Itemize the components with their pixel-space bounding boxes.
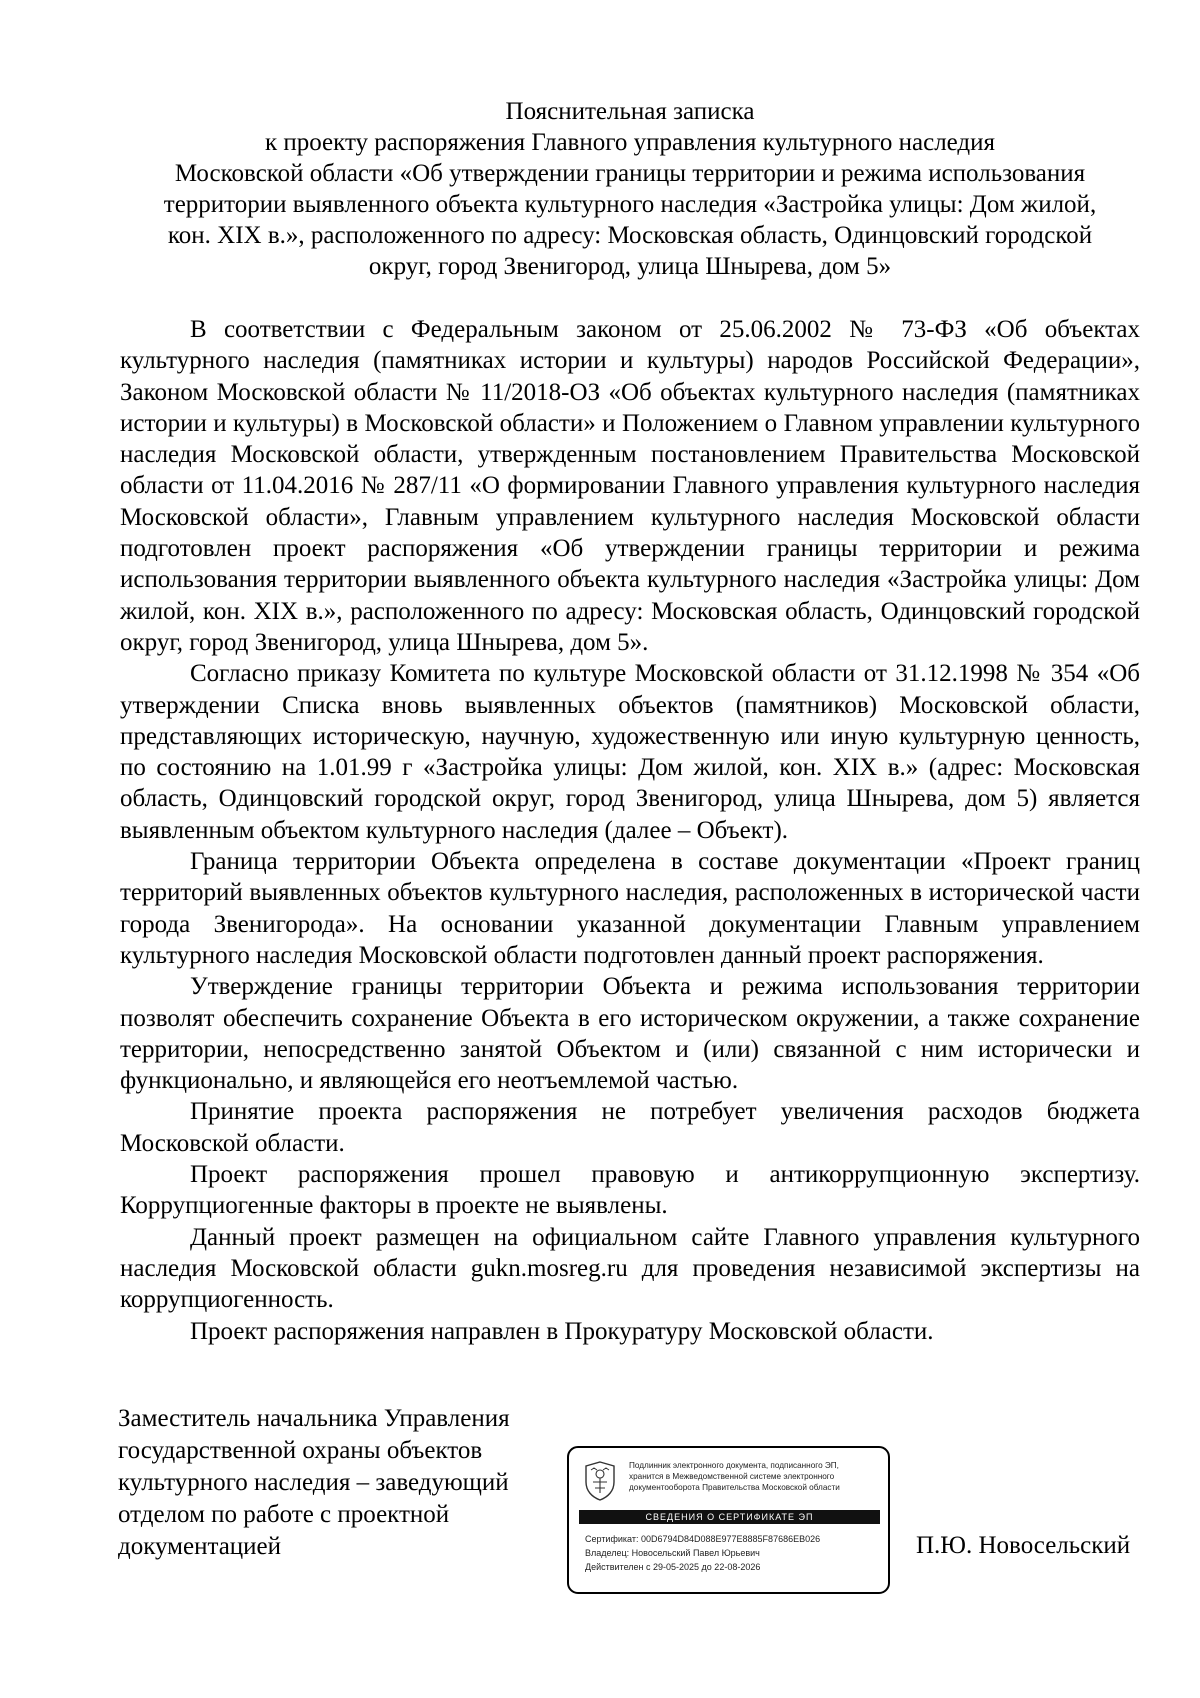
body-paragraph: Проект распоряжения направлен в Прокуратуру Московской области. [190,1317,934,1345]
body-paragraph: В соответствии с Федеральным законом от 25.06.2002 № 73-ФЗ «Об объектах культурного наследия (памятниках истории и культуры) народов Российской Федерации», Законом Московской области № 11/2018-ОЗ «Об объектах культурного наследия (памятниках истории и культуры) в Московской области» и Положением о Главном управлении культурного наследия Московской области, утвержденным постановлением Правительства Московской области от 11.04.2016 № 287/11 «О формировании Главного управления культурного наследия Московской области», Главным управлением культурного наследия Московской области подготовлен проект распоряжения «Об утверждении границы территории и режима использования территории выявленного объекта культурного наследия «Застройка улицы: Дом жилой, кон. XIX в.», расположенного по адресу: Московская область, Одинцовский городской округ, город Звенигород, улица Шнырева, дом 5». [120,316,1140,656]
body-paragraph: Граница территории Объекта определена в составе документации «Проект границ территорий выявленных объектов культурного наследия, расположенных в исторической части города Звенигорода». На основании указанной документации Главным управлением культурного наследия Московской области подготовлен данный проект распоряжения. [120,848,1140,969]
stamp-note-line: Подлинник электронного документа, подписанного ЭП, [629,1461,839,1470]
stamp-validity: Действителен с 29-05-2025 до 22-08-2026 [585,1562,761,1572]
body-paragraph: Согласно приказу Комитета по культуре Московской области от 31.12.1998 № 354 «Об утверждении Списка вновь выявленных объектов (памятников) Московской области, представляющих историческую, научную, художественную или иную культурную ценность, по состоянию на 1.01.99 г «Застройка улицы: Дом жилой, кон. XIX в.» (адрес: Московская область, Одинцовский городской округ, город Звенигород, улица Шнырева, дом 5) является выявленным объектом культурного наследия (далее – Объект). [120,660,1140,844]
title-line: Московской области «Об утверждении границы территории и режима использования [174,160,1086,187]
body-paragraph: Проект распоряжения прошел правовую и антикоррупционную экспертизу. Коррупциогенные факторы в проекте не выявлены. [120,1161,1140,1220]
signer-position-line: документацией [118,1533,282,1560]
stamp-note [629,1460,885,1493]
document-title [120,96,1140,282]
stamp-owner: Владелец: Новосельский Павел Юрьевич [585,1548,760,1558]
title-line: к проекту распоряжения Главного управления культурного наследия [264,129,996,156]
moscow-oblast-coat-of-arms-icon [581,1460,619,1502]
stamp-certificate: Сертификат: 00D6794D84D088E977E8885F87686EB026 [585,1534,821,1544]
body-paragraph: Принятие проекта распоряжения не потребует увеличения расходов бюджета Московской области. [120,1098,1140,1157]
title-line: территории выявленного объекта культурного наследия «Застройка улицы: Дом жилой, [163,191,1097,218]
signer-position [118,1403,558,1563]
body-paragraph: Утверждение границы территории Объекта и режима использования территории позволят обеспечить сохранение Объекта в его историческом окружении, а также сохранение территории, непосредственно занятой Объектом и (или) связанной с ним исторически и функционально, и являющейся его неотъемлемой частью. [120,973,1140,1095]
title-line: кон. XIX в.», расположенного по адресу: Московская область, Одинцовский городской [167,222,1093,249]
signer-name: П.Ю. Новосельский [916,1532,1131,1559]
title-line: Пояснительная записка [505,98,755,125]
title-line: округ, город Звенигород, улица Шнырева, дом 5» [368,253,892,280]
stamp-header: СВЕДЕНИЯ О СЕРТИФИКАТЕ ЭП [579,1510,880,1524]
signer-position-line: отделом по работе с проектной [118,1501,450,1528]
stamp-note-line: хранится в Межведомственной системе электронного [629,1472,835,1481]
document-body [120,314,1140,1347]
signer-position-line: Заместитель начальника Управления [118,1405,510,1432]
signer-position-line: государственной охраны объектов [118,1437,483,1464]
signer-position-line: культурного наследия – заведующий [118,1469,509,1496]
stamp-certificate-details [585,1532,881,1574]
body-paragraph: Данный проект размещен на официальном сайте Главного управления культурного наследия Московской области gukn.mosreg.ru для проведения независимой экспертизы на коррупциогенность. [120,1223,1140,1314]
stamp-note-line: документооборота Правительства Московской области [629,1483,840,1492]
electronic-signature-stamp [567,1446,890,1594]
